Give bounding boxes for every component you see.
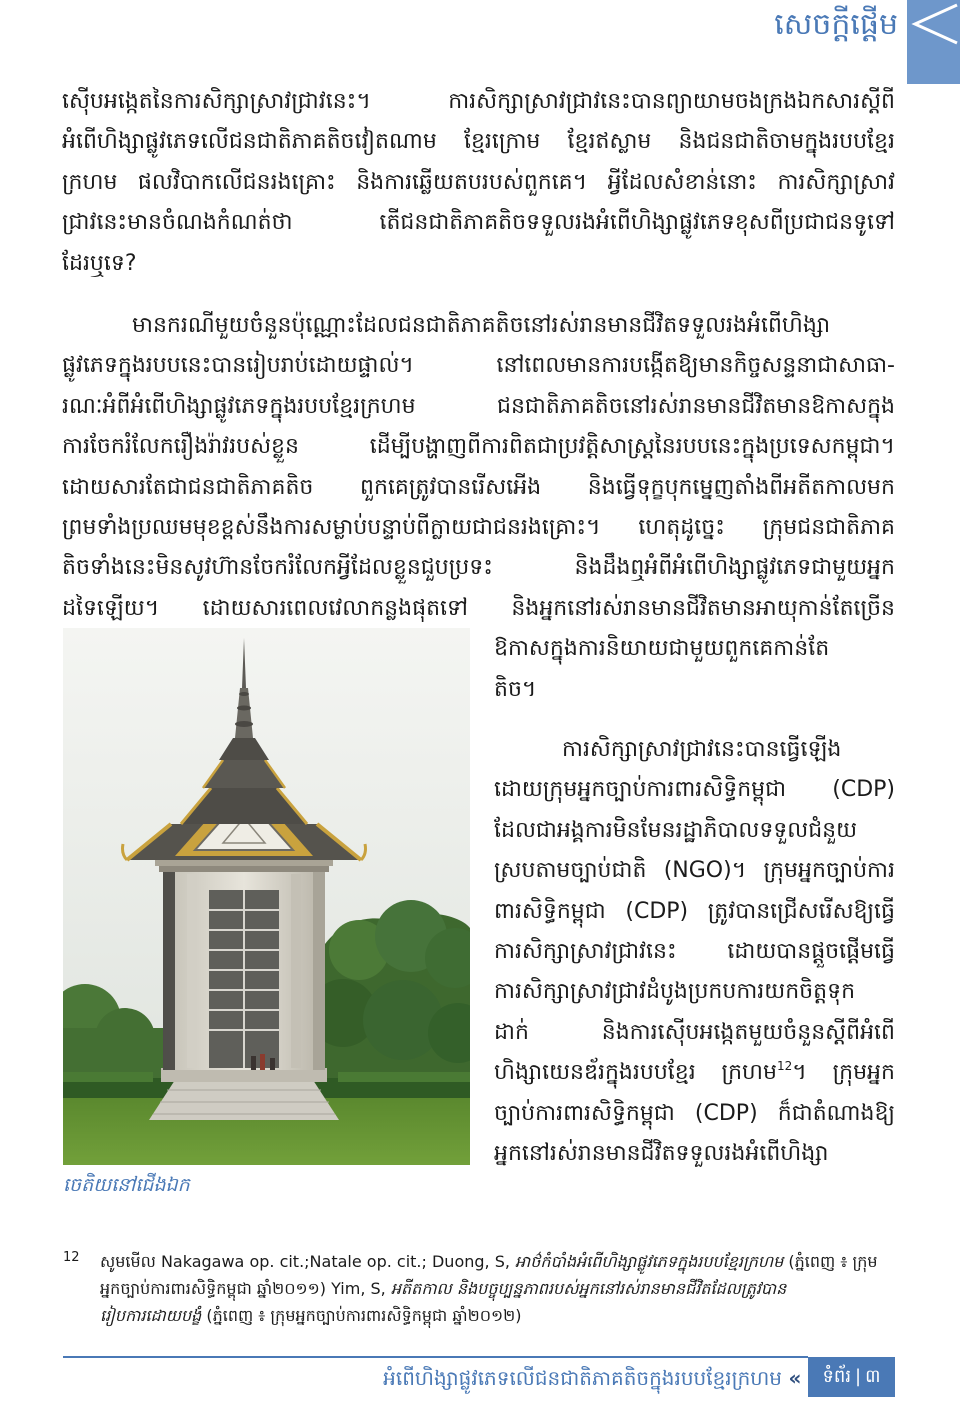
footer-title: អំពើហិង្សាផ្លូវភេទលើជនជាតិភាគតិចក្នុងរបបខ្មែរក្រហម <box>383 1366 782 1390</box>
paragraph-3 <box>494 730 895 1174</box>
photo-illustration <box>63 628 470 1165</box>
footnote-number: 12 <box>63 1250 80 1265</box>
footnote-line <box>100 1275 895 1302</box>
double-chevron-left-icon: « <box>788 1366 802 1390</box>
body-text-line: ច្បាប់ការពារសិទ្ធិកម្ពុជា (CDP) ក៏ជាតំណាងឱ្យ <box>494 1100 895 1126</box>
body-text-line: ការចែករំលែករឿងរ៉ាវរបស់ខ្លួន ដើម្បីបង្ហាញពីការពិតជាប្រវត្តិសាស្ត្រនៃរបបនេះក្នុងប្រទេសកម្ពុជា។ <box>62 434 895 460</box>
body-text-line: ការសិក្សាស្រាវជ្រាវនេះ ដោយបានផ្តួចផ្តើមធ្វើ <box>494 938 895 964</box>
footnote-segment: (ភ្នំពេញ ៖ ក្រុមអ្នកច្បាប់ការពារសិទ្ធិកម្ពុជា ឆ្នាំ២០១២) <box>201 1306 522 1325</box>
body-text-line: ការសិក្សាស្រាវជ្រាវនេះបានធ្វើឡើង <box>562 737 842 762</box>
footnote-segment: (ភ្នំពេញ ៖ ក្រុម <box>783 1252 878 1271</box>
paragraph-1 <box>62 82 895 284</box>
body-text-line: ដោយសារតែជាជនជាតិភាគតិច ពួកគេត្រូវបានរើសអើង និងធ្វើទុក្ខបុកម្នេញតាំងពីអតីតកាលមក <box>62 474 895 500</box>
body-text-line: ដែរឬទេ? <box>62 250 137 276</box>
footnote-segment: សូមមើល Nakagawa op. cit.;Natale op. cit.; Duong, S, <box>100 1252 516 1271</box>
page-number: ៣ <box>865 1366 881 1387</box>
footnote-text <box>100 1248 895 1329</box>
body-text-line: ដាក់ និងការស៊ើបអង្កេតមួយចំនួនស្តីពីអំពើ <box>494 1019 895 1045</box>
body-text-line <box>494 1053 895 1093</box>
footnote-title: អតីតកាល និងបច្ចុប្បន្នភាពរបស់អ្នកនៅរស់រានមានជីវិតដែលត្រូវបាន <box>390 1279 787 1298</box>
body-text-line: រណៈអំពីអំពើហិង្សាផ្លូវភេទក្នុងរបបខ្មែរក្រហម ជនជាតិភាគតិចនៅរស់រានមានជីវិតមានឱកាសក្នុង <box>62 393 895 419</box>
page-separator: | <box>855 1366 862 1387</box>
body-text-line: អំពើហិង្សាផ្លូវភេទលើជនជាតិភាគតិចវៀតណាម ខ្មែរក្រោម ខ្មែរឥស្លាម និងជនជាតិចាមក្នុងរបបខ្មែរ <box>62 129 895 155</box>
footnote-title: អាថ៌កំបាំងអំពើហិង្សាផ្លូវភេទក្នុងរបបខ្មែរក្រហម <box>515 1252 784 1271</box>
body-text-line: ជ្រាវនេះមានចំណងកំណត់ថា តើជនជាតិភាគតិចទទួលរងអំពើហិង្សាផ្លូវភេទខុសពីប្រជាជនទូទៅ <box>62 210 895 236</box>
chevron-left-icon <box>907 0 960 84</box>
body-text-line: តិច។ <box>494 676 537 702</box>
footer-rule <box>63 1356 808 1358</box>
body-text-line: ស្របតាមច្បាប់ជាតិ (NGO)។ ក្រុមអ្នកច្បាប់ការ <box>494 858 895 884</box>
footnote-line <box>100 1248 895 1275</box>
page-label: ទំព័រ <box>822 1366 852 1387</box>
body-text-line: ដោយក្រុមអ្នកច្បាប់ការពារសិទ្ធិកម្ពុជា (CDP) <box>494 777 895 803</box>
body-text-line: មានករណីមួយចំនួនប៉ុណ្ណោះដែលជនជាតិភាគតិចនៅរស់រានមានជីវិតទទួលរងអំពើហិង្សា <box>132 313 831 338</box>
page-number-box <box>808 1357 895 1397</box>
footnote-reference: 12 <box>776 1059 793 1074</box>
body-text-line: ព្រមទាំងប្រឈមមុខខ្ពស់នឹងការសម្លាប់បន្ទាប់ពីក្លាយជាជនរងគ្រោះ។ ហេតុដូច្នេះ ក្រុមជនជាតិភាគ <box>62 514 895 540</box>
section-title: សេចក្តីផ្តើម <box>774 7 898 42</box>
memorial-stupa-photo <box>63 628 470 1165</box>
body-text-line: ដែលជាអង្គការមិនមែនរដ្ឋាភិបាលទទួលជំនួយ <box>494 817 858 843</box>
footnote-segment: អ្នកច្បាប់ការពារសិទ្ធិកម្ពុជា ឆ្នាំ២០១១) Yim, S, <box>100 1279 391 1298</box>
body-text-segment: ។ ក្រុមអ្នក <box>792 1060 895 1086</box>
body-text-line: តិចទាំងនេះមិនសូវហ៊ានចែករំលែកអ្វីដែលខ្លួនជួបប្រទះ និងដឹងឮអំពីអំពើហិង្សាផ្លូវភេទជាមួយអ្នក <box>62 555 895 581</box>
footnote-line <box>100 1302 895 1329</box>
body-text-line: ក្រហម ផលវិបាកលើជនរងគ្រោះ និងការឆ្លើយតបរបស់ពួកគេ។ អ្វីដែលសំខាន់នោះ ការសិក្សាស្រាវ <box>62 169 895 195</box>
footnote-title: រៀបការដោយបង្ខំ <box>100 1306 202 1325</box>
body-text-segment: ហិង្សាយេនឌ័រក្នុងរបបខ្មែរ ក្រហម <box>494 1060 777 1086</box>
body-text-line: ដទៃឡើយ។ ដោយសារពេលវេលាកន្លងផុតទៅ និងអ្នកនៅរស់រានមានជីវិតមានអាយុកាន់តែច្រើន <box>62 595 895 621</box>
body-text-line: ការសិក្សាស្រាវជ្រាវដំបូងប្រកបការយកចិត្តទុក <box>494 979 856 1005</box>
section-tab <box>907 0 960 84</box>
body-text-line: ផ្លូវភេទក្នុងរបបនេះបានរៀបរាប់ដោយផ្ទាល់។ នៅពេលមានការបង្កើតឱ្យមានកិច្ចសន្ទនាជាសាធា- <box>62 353 895 379</box>
body-text-line: ពារសិទ្ធិកម្ពុជា (CDP) ត្រូវបានជ្រើសរើសឱ្យធ្វើ <box>494 898 895 924</box>
body-text-line: ស៊ើបអង្កេតនៃការសិក្សាស្រាវជ្រាវនេះ។ ការសិក្សាស្រាវជ្រាវនេះបានព្យាយាមចងក្រងឯកសារស្តីពី <box>62 89 895 114</box>
body-text-line: អ្នកនៅរស់រានមានជីវិតទទួលរងអំពើហិង្សា <box>494 1140 829 1166</box>
body-text-line: ឱកាសក្នុងការនិយាយជាមួយពួកគេកាន់តែ <box>494 636 830 662</box>
figure-caption: ចេតិយនៅជើងឯក <box>63 1174 190 1196</box>
